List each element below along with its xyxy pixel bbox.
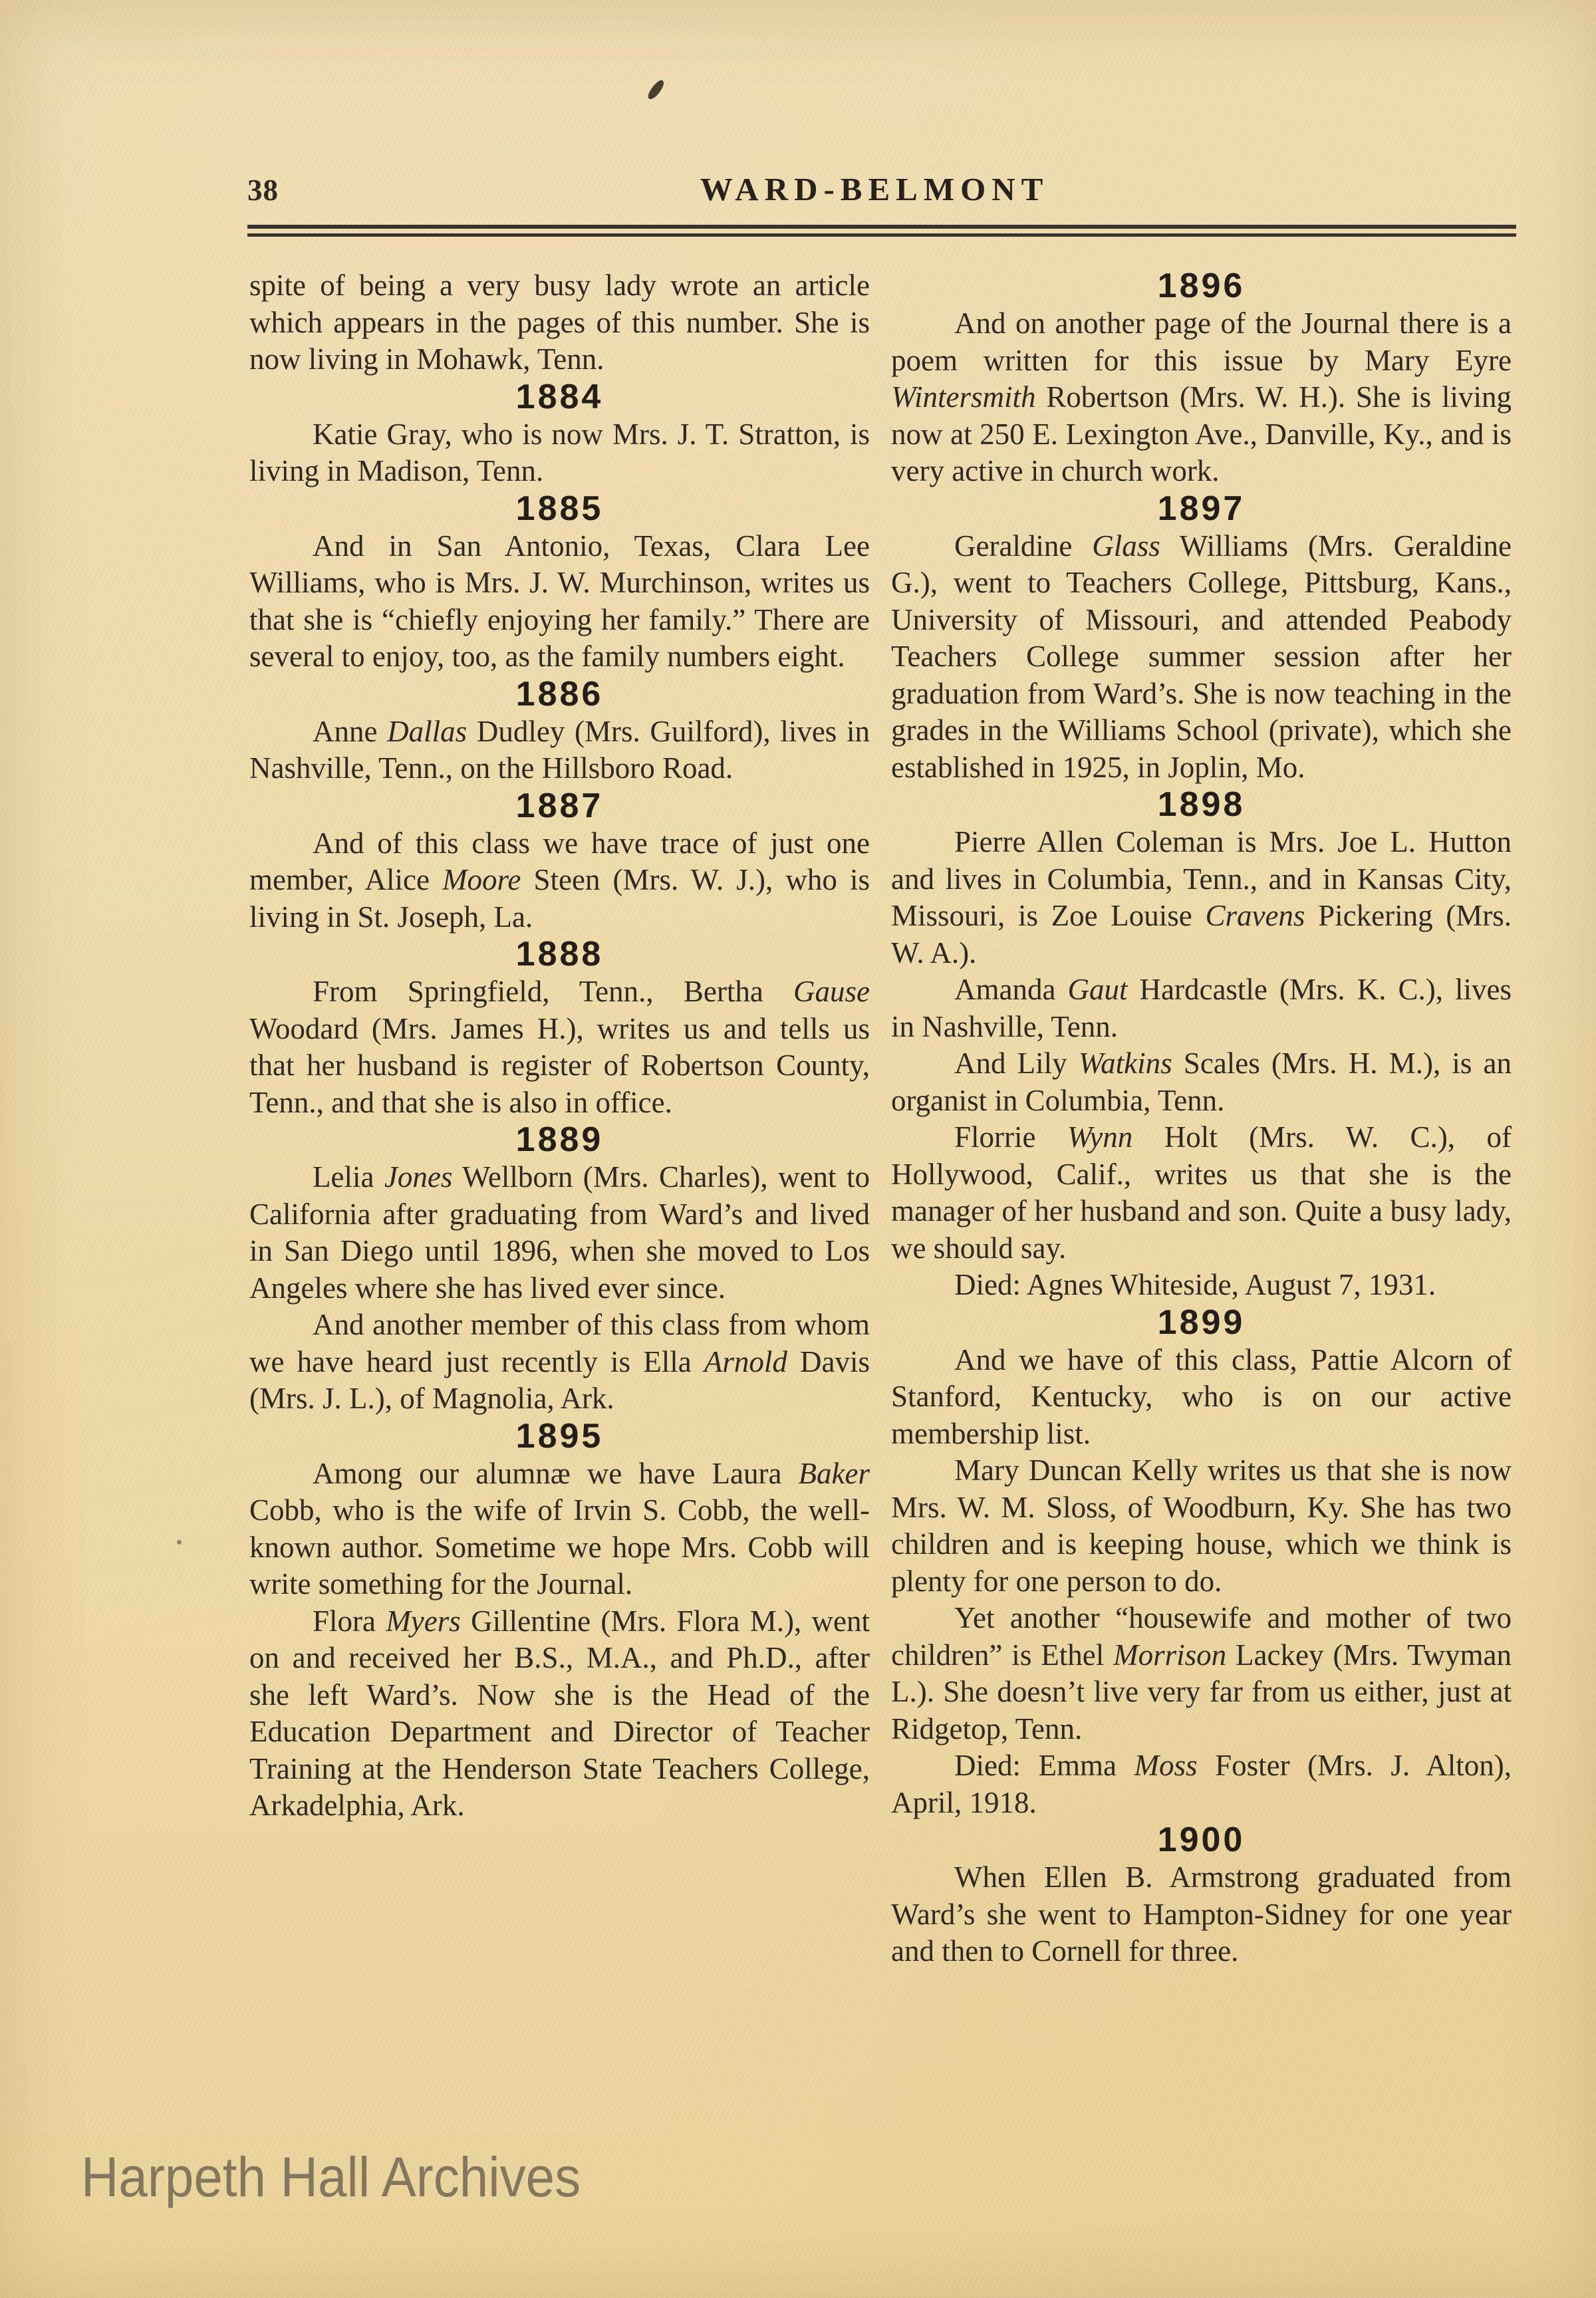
year-heading-1888: 1888 xyxy=(515,935,604,973)
paragraph: And of this class we have trace of just one member, Alice Moore Steen (Mrs. W. J.), who is living in St. Joseph, La. xyxy=(249,826,870,934)
year-heading-1899: 1899 xyxy=(1157,1303,1246,1342)
page-title: WARD-BELMONT xyxy=(700,171,1049,207)
paragraph: Died: Agnes Whiteside, August 7, 1931. xyxy=(954,1268,1436,1301)
paragraph: Died: Emma Moss Foster (Mrs. J. Alton), April, 1918. xyxy=(891,1749,1512,1819)
year-heading-1885: 1885 xyxy=(515,489,604,528)
paragraph: Katie Gray, who is now Mrs. J. T. Stratton, is living in Madison, Tenn. xyxy=(249,417,870,487)
paragraph: And we have of this class, Pattie Alcorn of Stanford, Kentucky, who is on our active membership list. xyxy=(891,1342,1512,1450)
two-column-text-block xyxy=(249,267,1512,1970)
year-heading-1897: 1897 xyxy=(1157,489,1246,528)
year-heading-1889: 1889 xyxy=(515,1120,604,1159)
paragraph: Amanda Gaut Hardcastle (Mrs. K. C.), lives in Nashville, Tenn. xyxy=(891,973,1512,1043)
year-heading-1887: 1887 xyxy=(515,786,604,825)
paragraph: Anne Dallas Dudley (Mrs. Guilford), lives in Nashville, Tenn., on the Hillsboro Road. xyxy=(249,714,870,785)
paragraph: When Ellen B. Armstrong graduated from Ward’s she went to Hampton-Sidney for one year and then to Cornell for three. xyxy=(891,1860,1512,1968)
header-rule xyxy=(247,225,1516,237)
year-heading-1886: 1886 xyxy=(515,674,604,713)
year-heading-1896: 1896 xyxy=(1157,267,1246,305)
paragraph: Mary Duncan Kelly writes us that she is now Mrs. W. M. Sloss, of Woodburn, Ky. She has two children and is keeping house, which we think is plenty for one person to do. xyxy=(891,1454,1512,1598)
year-heading-1884: 1884 xyxy=(515,377,604,416)
dust-speck xyxy=(177,1540,182,1545)
year-heading-1898: 1898 xyxy=(1157,785,1246,824)
paragraph: Florrie Wynn Holt (Mrs. W. C.), of Hollywood, Calif., writes us that she is the manager of her husband and son. Quite a busy lady, we should say. xyxy=(891,1120,1512,1265)
paragraph: And another member of this class from whom we have heard just recently is Ella Arnold Davis (Mrs. J. L.), of Magnolia, Ark. xyxy=(249,1308,870,1415)
paragraph: And on another page of the Journal there is a poem written for this issue by Mary Eyre Wintersmith Robertson (Mrs. W. H.). She is living now at 250 E. Lexington Ave., Danville, Ky., and is very active in church work. xyxy=(891,307,1512,487)
right-column xyxy=(891,267,1512,1970)
paragraph: Yet another “housewife and mother of two children” is Ethel Morrison Lackey (Mrs. Twyman L.). She doesn’t live very far from us either, just at Ridgetop, Tenn. xyxy=(891,1601,1512,1745)
paragraph: Pierre Allen Coleman is Mrs. Joe L. Hutton and lives in Columbia, Tenn., and in Kansas City, Missouri, is Zoe Louise Cravens Pickering (Mrs. W. A.). xyxy=(891,825,1512,969)
archive-watermark: Harpeth Hall Archives xyxy=(81,2146,581,2208)
paragraph: Lelia Jones Wellborn (Mrs. Charles), went to California after graduating from Ward’s and lived in San Diego until 1896, when she moved to Los Angeles where she has lived ever since. xyxy=(249,1160,870,1305)
page-number: 38 xyxy=(247,174,279,207)
paragraph: And in San Antonio, Texas, Clara Lee Williams, who is Mrs. J. W. Murchinson, writes us that she is “chiefly enjoying her family.” There are several to enjoy, too, as the family numbers eight. xyxy=(249,529,870,673)
year-heading-1895: 1895 xyxy=(515,1416,604,1456)
paragraph: Geraldine Glass Williams (Mrs. Geraldine G.), went to Teachers College, Pittsburg, Kans., University of Missouri, and attended Peabody Teachers College summer session after her graduation from Ward’s. She is now teaching in the grades in the Williams School (private), which she established in 1925, in Joplin, Mo. xyxy=(891,529,1512,784)
paragraph: spite of being a very busy lady wrote an article which appears in the pages of this number. She is now living in Mohawk, Tenn. xyxy=(249,269,870,376)
ink-speck xyxy=(646,78,666,102)
paragraph: Among our alumnæ we have Laura Baker Cobb, who is the wife of Irvin S. Cobb, the well-known author. Sometime we hope Mrs. Cobb will write something for the Journal. xyxy=(249,1456,870,1600)
paragraph: And Lily Watkins Scales (Mrs. H. M.), is an organist in Columbia, Tenn. xyxy=(891,1047,1512,1117)
year-heading-1900: 1900 xyxy=(1157,1821,1246,1859)
paragraph: From Springfield, Tenn., Bertha Gause Woodard (Mrs. James H.), writes us and tells us that her husband is register of Robertson County, Tenn., and that she is also in office. xyxy=(249,975,870,1119)
paragraph: Flora Myers Gillentine (Mrs. Flora M.), went on and received her B.S., M.A., and Ph.D., after she left Ward’s. Now she is the Head of the Education Department and Director of Teacher Training at the Henderson State Teachers College, Arkadelphia, Ark. xyxy=(249,1604,870,1822)
left-column xyxy=(249,267,870,1970)
